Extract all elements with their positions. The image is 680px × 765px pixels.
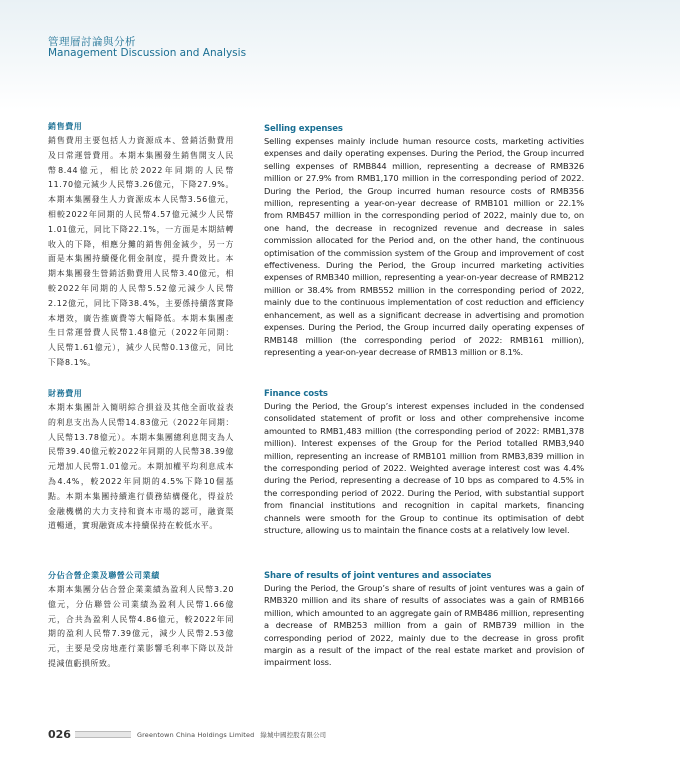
page-header-title-en: Management Discussion and Analysis	[48, 47, 247, 59]
section-heading-en: Share of results of joint ventures and associates	[264, 571, 492, 581]
section-selling-zh	[48, 120, 234, 371]
section-share-results-en	[264, 570, 584, 669]
section-body-zh: 銷售費用主要包括人力資源成本、營銷活動費用及日常運營費用。本期本集團發生銷售開支人民幣8.44億元，相比於2022年同期的人民幣11.70億元減少人民幣3.26億元，下降27.9%。本期本集團發生人力資源成本人民幣3.56億元，相較2022年同期的人民幣4.57億元減少人民幣1.01億元，同比下降22.1%，一方面是本期結轉收入的下降，相應分攤的銷售佣金減少，另一方面是本集團持續優化佣金制度，提升費效比。本期本集團發生營銷活動費用人民幣3.40億元，相較2022年同期的人民幣5.52億元減少人民幣2.12億元，同比下降38.4%，主要係持續落實降本增效，廣告推廣費等大幅降低。本期本集團產生日常運營費人民幣1.48億元（2022年同期：人民幣1.61億元），減少人民幣0.13億元，同比下降8.1%。	[48, 136, 234, 367]
company-name-en: Greentown China Holdings Limited	[136, 730, 255, 739]
section-heading-zh: 銷售費用	[48, 122, 83, 131]
section-body-en: During the Period, the Group’s interest expenses included in the condensed consolidated statement of profit or loss and other comprehensive income amounted to RMB1,483 million (the corresponding period of 2022: RMB1,378 million). Interest expenses of the Group for the Period totalled RMB3,940 million, representing an increase of RMB101 million from RMB3,839 million in the corresponding period of 2022. Weighted average interest cost was 4.4% during the Period, representing a decrease of 10 bps as compared to 4.5% in the corresponding period of 2022. During the Period, with substantial support from financial institutions and recognition in capital markets, financing channels were smooth for the Group to continue its optimisation of debt structure, allowing us to maintain the finance costs at a relatively low level.	[264, 401, 584, 536]
section-heading-zh: 財務費用	[48, 389, 83, 398]
section-selling-en	[264, 123, 584, 358]
section-heading-zh: 分佔合營企業及聯營公司業績	[48, 571, 160, 580]
section-body-zh: 本期本集團計入簡明綜合損益及其他全面收益表的利息支出為人民幣14.83億元（2022年同期：人民幣13.78億元）。本期本集團總利息開支為人民幣39.40億元較2022年同期的人民幣38.39億元增加人民幣1.01億元。本期加權平均利息成本為4.4%，較2022年同期的4.5%下降10個基點。本期本集團持續進行債務結構優化，得益於金融機構的大力支持和資本市場的認可，融資渠道暢通，實現融資成本持續保持在較低水平。	[48, 403, 234, 531]
section-body-zh: 本期本集團分佔合營企業業績為盈利人民幣3.20億元，分佔聯營公司業績為盈利人民幣1.66億元，合共為盈利人民幣4.86億元，較2022年同期的盈利人民幣7.39億元，減少人民幣2.53億元，主要是受房地產行業影響毛利率下降以及計提減值虧損所致。	[48, 585, 234, 668]
page-number: 026	[48, 728, 71, 741]
section-heading-en: Selling expenses	[264, 124, 343, 134]
section-body-en: Selling expenses mainly include human resource costs, marketing activities expenses and daily operating expenses. During the Period, the Group incurred selling expenses of RMB844 million, representing a decrease of RMB326 million or 27.9% from RMB1,170 million in the corresponding period of 2022. During the Period, the Group incurred human resource costs of RMB356 million, representing a year-on-year decrease of RMB101 million or 22.1% from RMB457 million in the corresponding period of 2022, mainly due to, on one hand, the decrease in recognized revenue and decrease in sales commission allocated for the Period and, on the other hand, the continuous optimisation of the commission system of the Group and improvement of cost effectiveness. During the Period, the Group incurred marketing activities expenses of RMB340 million, representing a year-on-year decrease of RMB212 million or 38.4% from RMB552 million in the corresponding period of 2022, mainly due to the continuous implementation of cost reduction and efficiency enhancement, as well as a significant decrease in advertising and promotion expenses. During the Period, the Group incurred daily operating expenses of RMB148 million (the corresponding period of 2022: RMB161 million), representing a year-on-year decrease of RMB13 million or 8.1%.	[264, 136, 584, 357]
company-name-zh: 綠城中國控股有限公司	[260, 731, 327, 739]
footer-divider	[75, 731, 131, 738]
page-footer	[48, 728, 326, 741]
section-share-results-zh	[48, 569, 234, 672]
section-heading-en: Finance costs	[264, 389, 328, 399]
section-finance-zh	[48, 387, 234, 534]
page-header-title-zh: 管理層討論與分析	[48, 36, 136, 48]
section-finance-en	[264, 388, 584, 536]
section-body-en: During the Period, the Group’s share of results of joint ventures was a gain of RMB320 million and its share of results of associates was a gain of RMB166 million, which amounted to an aggregate gain of RMB486 million, representing a decrease of RMB253 million from a gain of RMB739 million in the corresponding period of 2022, mainly due to the decrease in gross profit margin as a result of the impact of the real estate market and provision of impairment loss.	[264, 583, 584, 668]
